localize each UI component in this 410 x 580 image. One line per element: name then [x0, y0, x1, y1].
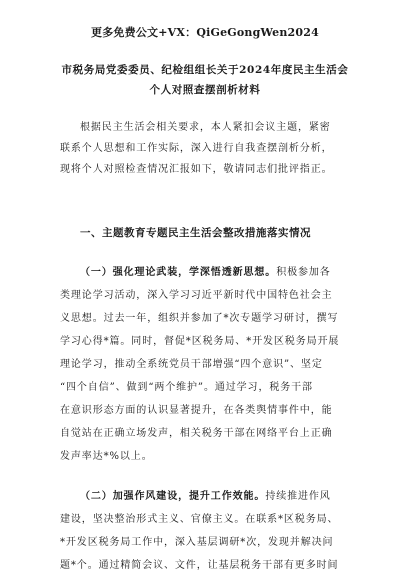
document-title-line-2: 个人对照查摆剖析材料 [149, 84, 261, 96]
promo-banner: 更多免费公文+VX：QiGeGongWen2024 [91, 26, 319, 39]
item-1-first-line [80, 263, 360, 278]
item-2-first-line [80, 487, 360, 502]
item-1-line: 学习心得*篇。同时，督促*区税务局、*开发区税务局开展 [60, 336, 340, 347]
item-1-heading: （一）强化理论武装，学深悟透新思想。 [80, 267, 277, 278]
intro-paragraph-line: 联系个人思想和工作实际，深入进行自我查摆剖析分析， [60, 143, 333, 154]
item-1-line: 类理论学习活动，深入学习习近平新时代中国特色社会主 [60, 290, 333, 301]
item-1-line: 义思想。过去一年，组织并参加了*次专题学习研讨，撰写 [60, 313, 339, 324]
item-2-heading: （二）加强作风建设，提升工作效能。 [80, 491, 266, 502]
intro-paragraph-line: 根据民主生活会相关要求，本人紧扣会议主题，紧密 [80, 122, 331, 133]
item-1-line: “四个自信”、做到“两个维护”。通过学习，税务干部 [60, 382, 313, 393]
section-heading-1: 一、主题教育专题民主生活会整改措施落实情况 [80, 227, 311, 239]
item-2-text: 持续推进作风 [265, 491, 331, 502]
item-1-line: 发声率达*%以上。 [60, 451, 153, 462]
item-1-line: 自觉站在正确立场发声，相关税务干部在网络平台上正确 [60, 428, 333, 439]
item-2-line: *开发区税务局工作中，深入基层调研*次，发现并解决问 [60, 537, 334, 548]
item-1-text: 积极参加各 [276, 267, 331, 278]
item-1-line: 理论学习，推动全系统党员干部增强“四个意识”、坚定 [60, 359, 323, 370]
item-2-line: 建设，坚决整治形式主义、官僚主义。在联系*区税务局、 [60, 514, 339, 525]
item-2-line: 题*个。通过精简会议、文件，让基层税务干部有更多时间 [60, 560, 339, 571]
item-1-line: 在意识形态方面的认识显著提升，在各类舆情事件中，能 [60, 405, 333, 416]
document-title-line-1: 市税务局党委委员、纪检组组长关于2024年度民主生活会 [61, 64, 349, 76]
intro-paragraph-line: 现将个人对照检查情况汇报如下，敬请同志们批评指正。 [60, 164, 333, 175]
